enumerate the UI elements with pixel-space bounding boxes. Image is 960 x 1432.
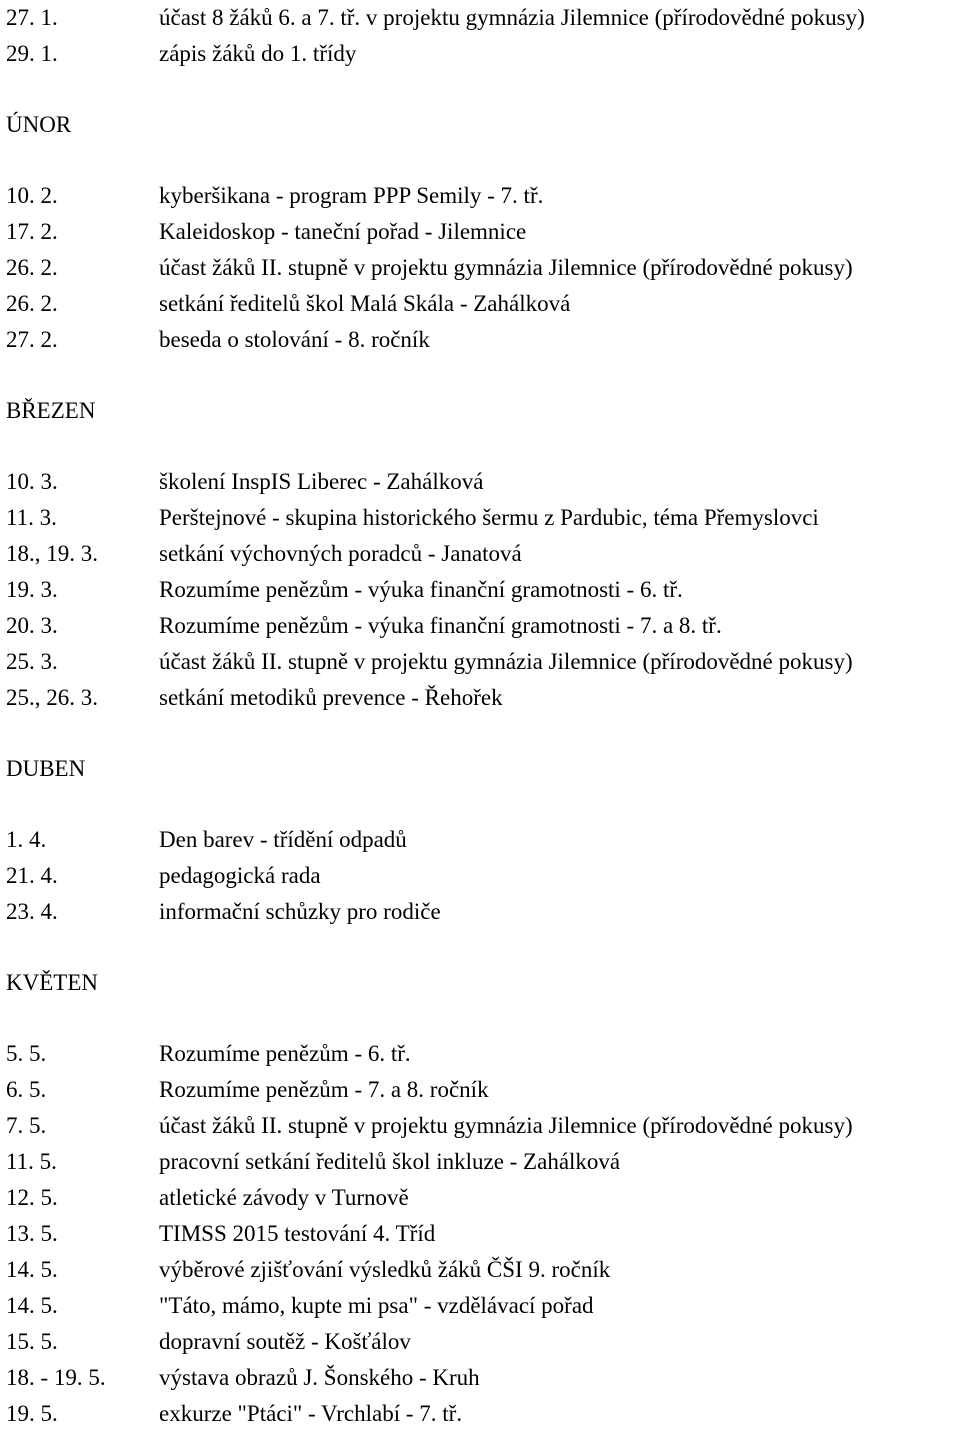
month-heading: KVĚTEN (6, 970, 98, 995)
calendar-entry (6, 644, 956, 680)
section-spacer (6, 143, 956, 178)
section-spacer (6, 1001, 956, 1036)
entry-date: 7. 5. (6, 1113, 47, 1138)
month-heading: DUBEN (6, 756, 86, 781)
entry-event: kyberšikana - program PPP Semily - 7. tř. (159, 183, 544, 208)
entry-event: dopravní soutěž - Košťálov (159, 1329, 411, 1354)
entry-event: výstava obrazů J. Šonského - Kruh (159, 1365, 480, 1390)
calendar-entry (6, 1288, 956, 1324)
entry-date: 26. 2. (6, 291, 58, 316)
entry-date: 18. - 19. 5. (6, 1365, 106, 1390)
calendar-entry (6, 250, 956, 286)
entry-date: 19. 3. (6, 577, 58, 602)
entry-event: TIMSS 2015 testování 4. Tříd (159, 1221, 436, 1246)
entry-date: 14. 5. (6, 1257, 58, 1282)
calendar-entry (6, 0, 956, 36)
calendar-entry (6, 1072, 956, 1108)
entry-date: 5. 5. (6, 1041, 47, 1066)
calendar-entry (6, 1144, 956, 1180)
entry-date: 15. 5. (6, 1329, 58, 1354)
section-spacer (6, 358, 956, 393)
entry-date: 27. 2. (6, 327, 58, 352)
entry-event: účast žáků II. stupně v projektu gymnázia Jilemnice (přírodovědné pokusy) (159, 255, 853, 280)
entry-event: Rozumíme penězům - 6. tř. (159, 1041, 411, 1066)
entry-date: 18., 19. 3. (6, 541, 98, 566)
calendar-entry (6, 1360, 956, 1396)
entry-event: Den barev - třídění odpadů (159, 827, 407, 852)
entry-event: setkání metodiků prevence - Řehořek (159, 685, 503, 710)
calendar-entry (6, 322, 956, 358)
calendar-entry (6, 572, 956, 608)
entry-date: 6. 5. (6, 1077, 47, 1102)
entry-event: Rozumíme penězům - výuka finanční gramotnosti - 6. tř. (159, 577, 683, 602)
calendar-entry (6, 1216, 956, 1252)
entry-date: 13. 5. (6, 1221, 58, 1246)
month-heading: ÚNOR (6, 112, 72, 137)
entry-date: 1. 4. (6, 827, 47, 852)
calendar-entry (6, 1324, 956, 1360)
entry-event: exkurze "Ptáci" - Vrchlabí - 7. tř. (159, 1401, 463, 1426)
entry-date: 14. 5. (6, 1293, 58, 1318)
entry-date: 12. 5. (6, 1185, 58, 1210)
entry-date: 25. 3. (6, 649, 58, 674)
calendar-entry (6, 1252, 956, 1288)
calendar-entry (6, 214, 956, 250)
entry-event: setkání výchovných poradců - Janatová (159, 541, 522, 566)
entry-event: výběrové zjišťování výsledků žáků ČŠI 9. ročník (159, 1257, 611, 1282)
section-spacer (6, 716, 956, 751)
section-spacer (6, 429, 956, 464)
section-spacer (6, 72, 956, 107)
calendar-entry (6, 1396, 956, 1432)
entry-event: atletické závody v Turnově (159, 1185, 409, 1210)
month-heading: BŘEZEN (6, 398, 96, 423)
calendar-entry (6, 608, 956, 644)
entry-event: účast žáků II. stupně v projektu gymnázia Jilemnice (přírodovědné pokusy) (159, 1113, 853, 1138)
entry-event: Rozumíme penězům - výuka finanční gramotnosti - 7. a 8. tř. (159, 613, 722, 638)
entry-date: 10. 2. (6, 183, 58, 208)
entry-event: Perštejnové - skupina historického šermu z Pardubic, téma Přemyslovci (159, 505, 819, 530)
calendar-entry (6, 1108, 956, 1144)
entry-event: pracovní setkání ředitelů škol inkluze - Zahálková (159, 1149, 621, 1174)
entry-event: informační schůzky pro rodiče (159, 899, 441, 924)
entry-event: Kaleidoskop - taneční pořad - Jilemnice (159, 219, 527, 244)
entry-event: beseda o stolování - 8. ročník (159, 327, 430, 352)
entry-event: setkání ředitelů škol Malá Skála - Zahálková (159, 291, 571, 316)
entry-date: 19. 5. (6, 1401, 58, 1426)
entry-date: 17. 2. (6, 219, 58, 244)
entry-date: 25., 26. 3. (6, 685, 98, 710)
calendar-entry (6, 178, 956, 214)
event-calendar (6, 0, 956, 1432)
calendar-entry (6, 1180, 956, 1216)
entry-date: 11. 5. (6, 1149, 57, 1174)
calendar-entry (6, 286, 956, 322)
entry-event: účast 8 žáků 6. a 7. tř. v projektu gymnázia Jilemnice (přírodovědné pokusy) (159, 5, 865, 30)
calendar-entry (6, 858, 956, 894)
calendar-entry (6, 680, 956, 716)
entry-event: pedagogická rada (159, 863, 321, 888)
calendar-entry (6, 1036, 956, 1072)
entry-date: 21. 4. (6, 863, 58, 888)
entry-date: 23. 4. (6, 899, 58, 924)
entry-event: školení InspIS Liberec - Zahálková (159, 469, 484, 494)
calendar-entry (6, 500, 956, 536)
entry-date: 10. 3. (6, 469, 58, 494)
entry-date: 29. 1. (6, 41, 58, 66)
section-spacer (6, 930, 956, 965)
calendar-entry (6, 536, 956, 572)
calendar-entry (6, 894, 956, 930)
calendar-entry (6, 464, 956, 500)
section-spacer (6, 787, 956, 822)
entry-date: 27. 1. (6, 5, 58, 30)
entry-event: Rozumíme penězům - 7. a 8. ročník (159, 1077, 489, 1102)
calendar-entry (6, 822, 956, 858)
entry-date: 26. 2. (6, 255, 58, 280)
entry-date: 20. 3. (6, 613, 58, 638)
entry-date: 11. 3. (6, 505, 57, 530)
entry-event: "Táto, mámo, kupte mi psa" - vzdělávací pořad (159, 1293, 594, 1318)
entry-event: zápis žáků do 1. třídy (159, 41, 357, 66)
entry-event: účast žáků II. stupně v projektu gymnázia Jilemnice (přírodovědné pokusy) (159, 649, 853, 674)
calendar-entry (6, 36, 956, 72)
